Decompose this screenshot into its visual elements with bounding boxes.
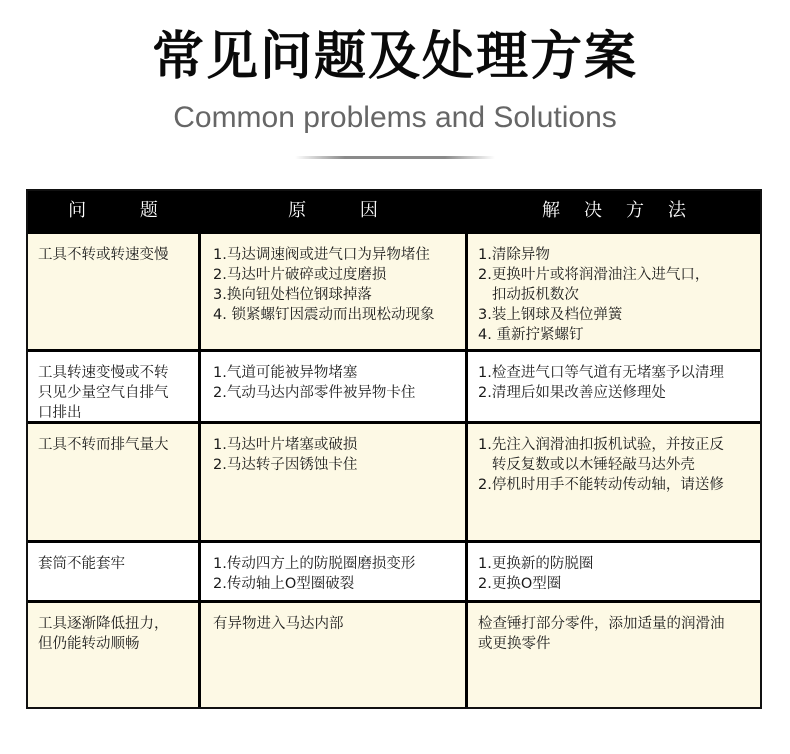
problem-cell: 工具不转而排气量大 [28, 424, 198, 540]
title-divider [295, 156, 495, 159]
table-row [28, 603, 760, 707]
table-row [28, 352, 760, 421]
cause-cell: 1.马达调速阀或进气口为异物堵住 2.马达叶片破碎或过度磨损 3.换向钮处档位钢球掉落 4. 锁紧螺钉因震动而出现松动现象 [201, 234, 465, 349]
problem-cell: 套筒不能套牢 [28, 543, 198, 600]
faq-table [26, 189, 762, 709]
page-subtitle: Common problems and Solutions [173, 101, 617, 134]
cause-cell: 有异物进入马达内部 [201, 603, 465, 707]
header-cause: 原 因 [201, 191, 465, 231]
header-solution: 解决方法 [468, 191, 760, 231]
solution-cell: 1.先注入润滑油扣扳机试验，并按正反 转反复数或以木锤轻敲马达外壳 2.停机时用手不能转动传动轴，请送修 [468, 424, 760, 540]
page-title: 常见问题及处理方案 [151, 27, 638, 87]
solution-cell: 1.更换新的防脱圈 2.更换O型圈 [468, 543, 760, 600]
table-header-row [28, 191, 760, 231]
cause-cell: 1.气道可能被异物堵塞 2.气动马达内部零件被异物卡住 [201, 352, 465, 421]
solution-cell: 1.检查进气口等气道有无堵塞予以清理 2.清理后如果改善应送修理处 [468, 352, 760, 421]
table-row [28, 234, 760, 349]
problem-cell: 工具转速变慢或不转 只见少量空气自排气 口排出 [28, 352, 198, 421]
problem-cell: 工具逐渐降低扭力， 但仍能转动顺畅 [28, 603, 198, 707]
problem-cell: 工具不转或转速变慢 [28, 234, 198, 349]
cause-cell: 1.马达叶片堵塞或破损 2.马达转子因锈蚀卡住 [201, 424, 465, 540]
table-row [28, 543, 760, 600]
cause-cell: 1.传动四方上的防脱圈磨损变形 2.传动轴上O型圈破裂 [201, 543, 465, 600]
header-problem: 问 题 [28, 191, 198, 231]
solution-cell: 检查锤打部分零件，添加适量的润滑油 或更换零件 [468, 603, 760, 707]
solution-cell: 1.清除异物 2.更换叶片或将润滑油注入进气口， 扣动扳机数次 3.装上钢球及档位弹簧 4. 重新拧紧螺钉 [468, 234, 760, 349]
table-row [28, 424, 760, 540]
